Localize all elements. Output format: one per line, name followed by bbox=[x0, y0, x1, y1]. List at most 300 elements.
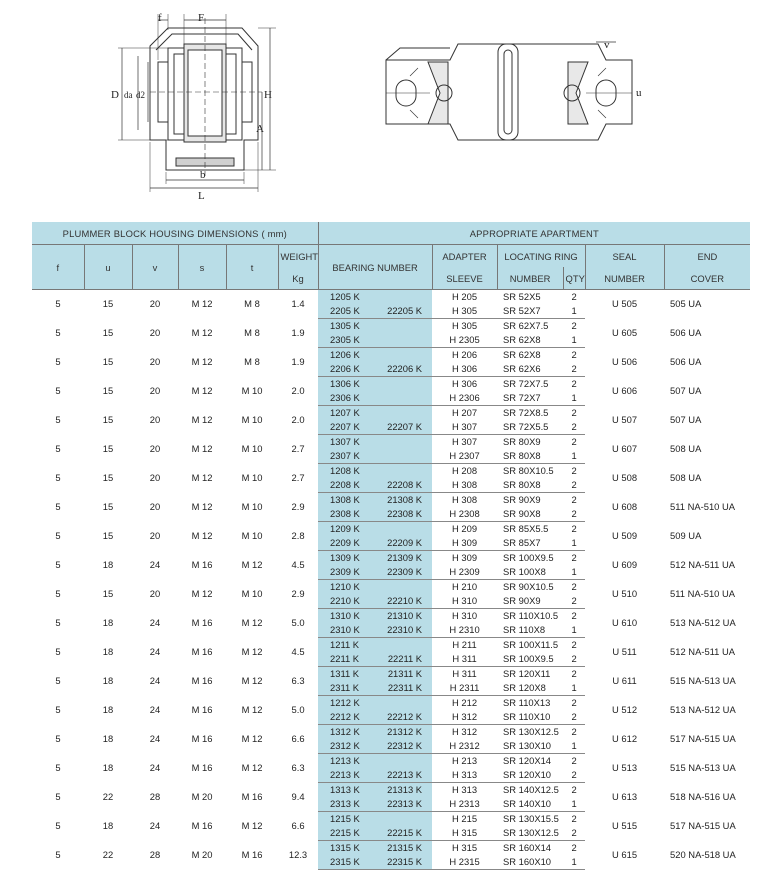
cell-t: M 10 bbox=[241, 385, 263, 396]
cell-f: 5 bbox=[55, 820, 61, 831]
cell-bearing-1: 1206 K bbox=[318, 348, 375, 363]
cell-s: M 20 bbox=[191, 791, 213, 802]
cell-adapter-1: H 212 bbox=[452, 697, 478, 708]
cell-bearing-1: 1307 K bbox=[318, 435, 375, 450]
cell-bearing-2: 2215 K bbox=[318, 826, 375, 841]
cell-t: M 12 bbox=[241, 762, 263, 773]
cell-bearing-1: 1208 K bbox=[318, 464, 375, 479]
cell-v: 20 bbox=[149, 443, 161, 454]
cell-v: 20 bbox=[149, 414, 161, 425]
cell-v: 24 bbox=[149, 704, 161, 715]
housing-drawings bbox=[0, 0, 778, 222]
table-row bbox=[32, 522, 750, 537]
cell-qty-2: 2 bbox=[563, 768, 585, 783]
cell-bearing-3 bbox=[375, 435, 432, 450]
cell-cover: 513 NA-512 UA bbox=[670, 704, 736, 715]
cell-bearing-4: 22205 K bbox=[375, 304, 432, 319]
cell-u: 15 bbox=[102, 385, 114, 396]
cell-adapter-2: H 309 bbox=[432, 536, 497, 551]
cell-s: M 16 bbox=[191, 617, 213, 628]
cell-f: 5 bbox=[55, 675, 61, 686]
cell-adapter-1: H 206 bbox=[452, 349, 478, 360]
cell-u: 22 bbox=[102, 791, 114, 802]
col-header-seal: SEAL bbox=[585, 245, 664, 268]
cell-cover: 506 UA bbox=[670, 327, 702, 338]
cell-bearing-3 bbox=[375, 348, 432, 363]
cell-t: M 8 bbox=[244, 298, 260, 310]
cell-u: 18 bbox=[102, 646, 114, 657]
cell-adapter-1: H 207 bbox=[452, 407, 478, 418]
cell-adapter-1: H 211 bbox=[452, 639, 477, 650]
cell-bearing-3: 21309 K bbox=[375, 551, 432, 566]
cell-bearing-4: 22211 K bbox=[375, 652, 432, 667]
cell-bearing-3 bbox=[375, 290, 432, 305]
cell-bearing-1: 1212 K bbox=[318, 696, 375, 711]
cell-s: M 16 bbox=[191, 559, 213, 570]
cell-cover: 506 UA bbox=[670, 356, 702, 367]
cell-ring-1: SR 110X13 bbox=[503, 697, 551, 708]
cell-seal: U 606 bbox=[612, 385, 638, 396]
cell-bearing-4: 22215 K bbox=[375, 826, 432, 841]
col-header-bearing: BEARING NUMBER bbox=[318, 245, 432, 290]
cell-bearing-2: 2213 K bbox=[318, 768, 375, 783]
cell-cover: 508 UA bbox=[670, 472, 702, 483]
cell-ring-2: SR 90X9 bbox=[497, 594, 563, 609]
cell-bearing-1: 1209 K bbox=[318, 522, 375, 537]
cell-seal: U 605 bbox=[612, 327, 638, 338]
cell-qty-1: 2 bbox=[571, 378, 577, 389]
cell-qty-2: 1 bbox=[563, 304, 585, 319]
cell-adapter-2: H 305 bbox=[432, 304, 497, 319]
cell-adapter-1: H 213 bbox=[452, 755, 478, 766]
cell-t: M 10 bbox=[241, 443, 263, 454]
cell-bearing-3: 21308 K bbox=[375, 493, 432, 508]
cell-bearing-2: 2206 K bbox=[318, 362, 375, 377]
cell-s: M 12 bbox=[191, 356, 213, 367]
cell-v: 24 bbox=[149, 675, 161, 686]
cell-u: 18 bbox=[102, 617, 114, 628]
cell-bearing-2: 2313 K bbox=[318, 797, 375, 812]
cell-qty-1: 2 bbox=[571, 726, 577, 737]
cell-weight: 2.9 bbox=[291, 501, 305, 512]
top-plan-view bbox=[386, 42, 632, 140]
cell-bearing-3 bbox=[375, 754, 432, 769]
cell-bearing-4: 22206 K bbox=[375, 362, 432, 377]
col-header-locating-ring: LOCATING RING bbox=[497, 245, 585, 268]
cell-qty-2: 2 bbox=[563, 710, 585, 725]
cell-adapter-1: H 310 bbox=[452, 610, 478, 621]
cell-bearing-4: 22309 K bbox=[375, 565, 432, 580]
cell-qty-2: 1 bbox=[563, 739, 585, 754]
cell-ring-2: SR 140X10 bbox=[497, 797, 563, 812]
cell-bearing-1: 1207 K bbox=[318, 406, 375, 421]
cell-v: 28 bbox=[149, 849, 161, 860]
cell-cover: 508 UA bbox=[670, 443, 702, 454]
cell-s: M 16 bbox=[191, 704, 213, 715]
col-header-adapter: ADAPTER bbox=[432, 245, 497, 268]
cell-f: 5 bbox=[55, 733, 61, 744]
cell-bearing-2: 2307 K bbox=[318, 449, 375, 464]
cell-weight: 4.5 bbox=[291, 559, 305, 570]
cell-qty-1: 2 bbox=[571, 465, 577, 476]
group-header-row bbox=[32, 222, 750, 245]
cell-u: 15 bbox=[102, 298, 114, 310]
cell-cover: 513 NA-512 UA bbox=[670, 617, 736, 628]
cell-adapter-1: H 315 bbox=[452, 842, 478, 853]
cell-bearing-4: 22212 K bbox=[375, 710, 432, 725]
cell-ring-1: SR 72X8.5 bbox=[503, 407, 549, 418]
cell-f: 5 bbox=[55, 704, 61, 715]
cell-qty-2: 1 bbox=[563, 536, 585, 551]
cell-t: M 12 bbox=[241, 820, 263, 831]
cell-t: M 16 bbox=[241, 849, 263, 860]
cell-qty-1: 2 bbox=[571, 784, 577, 795]
table-row bbox=[32, 725, 750, 740]
col-header-ring-qty: QTY bbox=[563, 267, 585, 290]
label-b: b bbox=[200, 169, 206, 181]
cell-ring-1: SR 90X10.5 bbox=[503, 581, 554, 592]
col-header-weight-unit: Kg bbox=[278, 267, 318, 290]
cell-f: 5 bbox=[55, 385, 61, 396]
cell-cover: 520 NA-518 UA bbox=[670, 849, 736, 860]
table-row bbox=[32, 696, 750, 711]
cell-ring-1: SR 80X10.5 bbox=[503, 465, 554, 476]
cell-weight: 2.7 bbox=[291, 472, 305, 483]
cell-adapter-1: H 307 bbox=[452, 436, 478, 447]
cell-bearing-4 bbox=[375, 449, 432, 464]
cell-weight: 4.5 bbox=[291, 646, 305, 657]
cell-bearing-1: 1306 K bbox=[318, 377, 375, 392]
cell-qty-1: 2 bbox=[571, 523, 577, 534]
cell-bearing-2: 2208 K bbox=[318, 478, 375, 493]
cell-bearing-4: 22313 K bbox=[375, 797, 432, 812]
cell-qty-2: 2 bbox=[563, 652, 585, 667]
cell-adapter-1: H 313 bbox=[452, 784, 478, 795]
cell-v: 20 bbox=[149, 298, 161, 310]
cell-ring-2: SR 80X8 bbox=[497, 478, 563, 493]
cell-cover: 512 NA-511 UA bbox=[670, 646, 736, 657]
cell-f: 5 bbox=[55, 443, 61, 454]
cell-qty-1: 2 bbox=[571, 494, 577, 505]
cell-ring-1: SR 85X5.5 bbox=[503, 523, 549, 534]
cell-bearing-3 bbox=[375, 406, 432, 421]
cell-seal: U 607 bbox=[612, 443, 638, 454]
cell-seal: U 513 bbox=[612, 762, 638, 773]
cell-u: 22 bbox=[102, 849, 114, 860]
cell-s: M 16 bbox=[191, 733, 213, 744]
cell-bearing-2: 2309 K bbox=[318, 565, 375, 580]
cell-adapter-1: H 210 bbox=[452, 581, 478, 592]
cell-weight: 6.6 bbox=[291, 820, 305, 831]
cell-adapter-1: H 305 bbox=[452, 320, 478, 331]
cell-qty-1: 2 bbox=[571, 668, 577, 679]
cell-adapter-1: H 306 bbox=[452, 378, 478, 389]
cell-ring-2: SR 85X7 bbox=[497, 536, 563, 551]
table-row bbox=[32, 464, 750, 479]
cell-u: 15 bbox=[102, 356, 114, 367]
col-header-v: v bbox=[132, 245, 178, 290]
cell-bearing-3 bbox=[375, 580, 432, 595]
cell-weight: 2.0 bbox=[291, 385, 305, 396]
cell-ring-2: SR 110X8 bbox=[497, 623, 563, 638]
label-L: L bbox=[198, 190, 205, 202]
cell-u: 18 bbox=[102, 704, 114, 715]
cell-adapter-1: H 215 bbox=[452, 813, 478, 824]
cell-u: 18 bbox=[102, 733, 114, 744]
cell-adapter-2: H 2309 bbox=[432, 565, 497, 580]
cell-ring-2: SR 62X8 bbox=[497, 333, 563, 348]
cell-seal: U 506 bbox=[612, 356, 638, 367]
cell-ring-1: SR 72X7.5 bbox=[503, 378, 549, 389]
cell-bearing-2: 2315 K bbox=[318, 855, 375, 870]
cell-u: 15 bbox=[102, 588, 114, 599]
cell-adapter-1: H 308 bbox=[452, 494, 478, 505]
cell-qty-2: 2 bbox=[563, 507, 585, 522]
table-row bbox=[32, 667, 750, 682]
cell-qty-1: 2 bbox=[571, 320, 577, 331]
cell-qty-2: 1 bbox=[563, 391, 585, 406]
cell-u: 15 bbox=[102, 414, 114, 425]
cell-bearing-3 bbox=[375, 696, 432, 711]
cell-bearing-3 bbox=[375, 522, 432, 537]
cell-ring-1: SR 100X9.5 bbox=[503, 552, 554, 563]
cell-v: 20 bbox=[149, 588, 161, 599]
cell-bearing-4 bbox=[375, 333, 432, 348]
cell-ring-1: SR 120X14 bbox=[503, 755, 551, 766]
table-row bbox=[32, 348, 750, 363]
cell-qty-1: 2 bbox=[571, 755, 577, 766]
cell-qty-1: 2 bbox=[571, 610, 577, 621]
cell-bearing-1: 1205 K bbox=[318, 290, 375, 305]
table-row bbox=[32, 435, 750, 450]
cell-u: 18 bbox=[102, 559, 114, 570]
cell-qty-1: 2 bbox=[571, 291, 577, 302]
cell-bearing-4: 22312 K bbox=[375, 739, 432, 754]
cell-v: 20 bbox=[149, 327, 161, 338]
cell-weight: 2.7 bbox=[291, 443, 305, 454]
cell-cover: 517 NA-515 UA bbox=[670, 820, 736, 831]
cell-bearing-4: 22208 K bbox=[375, 478, 432, 493]
cell-t: M 8 bbox=[244, 327, 260, 338]
cell-adapter-2: H 310 bbox=[432, 594, 497, 609]
cell-f: 5 bbox=[55, 617, 61, 628]
cell-u: 18 bbox=[102, 820, 114, 831]
cell-weight: 5.0 bbox=[291, 704, 305, 715]
label-F: F bbox=[198, 12, 205, 24]
cell-bearing-1: 1311 K bbox=[318, 667, 375, 682]
cell-ring-1: SR 120X11 bbox=[503, 668, 551, 679]
cell-weight: 1.9 bbox=[291, 327, 305, 338]
cell-weight: 5.0 bbox=[291, 617, 305, 628]
cell-seal: U 611 bbox=[612, 675, 637, 686]
cell-bearing-3 bbox=[375, 319, 432, 334]
cell-adapter-1: H 309 bbox=[452, 552, 478, 563]
cell-bearing-2: 2209 K bbox=[318, 536, 375, 551]
cell-qty-1: 2 bbox=[571, 349, 577, 360]
cell-ring-1: SR 110X10.5 bbox=[503, 610, 559, 621]
cell-qty-1: 2 bbox=[571, 813, 577, 824]
cell-adapter-2: H 2307 bbox=[432, 449, 497, 464]
cell-adapter-2: H 2311 bbox=[432, 681, 497, 696]
table-row bbox=[32, 377, 750, 392]
cell-f: 5 bbox=[55, 298, 61, 310]
cell-seal: U 507 bbox=[612, 414, 638, 425]
cell-qty-2: 2 bbox=[563, 362, 585, 377]
appropriate-apartment-header: APPROPRIATE APARTMENT bbox=[318, 222, 750, 245]
cell-s: M 12 bbox=[191, 443, 213, 454]
cell-t: M 12 bbox=[241, 675, 263, 686]
cell-weight: 6.6 bbox=[291, 733, 305, 744]
cell-f: 5 bbox=[55, 501, 61, 512]
cell-cover: 517 NA-515 UA bbox=[670, 733, 736, 744]
col-header-t: t bbox=[226, 245, 278, 290]
cell-ring-2: SR 130X10 bbox=[497, 739, 563, 754]
cell-weight: 2.9 bbox=[291, 588, 305, 599]
cell-bearing-2: 2212 K bbox=[318, 710, 375, 725]
cell-bearing-2: 2207 K bbox=[318, 420, 375, 435]
cell-ring-2: SR 62X6 bbox=[497, 362, 563, 377]
cell-weight: 2.0 bbox=[291, 414, 305, 425]
cell-v: 20 bbox=[149, 501, 161, 512]
cell-bearing-1: 1309 K bbox=[318, 551, 375, 566]
cell-s: M 12 bbox=[191, 385, 213, 396]
col-header-seal-number: NUMBER bbox=[585, 267, 664, 290]
cell-adapter-1: H 208 bbox=[452, 465, 478, 476]
cell-bearing-2: 2306 K bbox=[318, 391, 375, 406]
cell-cover: 512 NA-511 UA bbox=[670, 559, 736, 570]
cell-ring-1: SR 62X7.5 bbox=[503, 320, 549, 331]
column-header-row bbox=[32, 245, 750, 268]
label-f: f bbox=[158, 12, 162, 24]
cell-bearing-3: 21313 K bbox=[375, 783, 432, 798]
label-da: da bbox=[124, 90, 133, 100]
cell-weight: 1.9 bbox=[291, 356, 305, 367]
table-row bbox=[32, 812, 750, 827]
table-row bbox=[32, 609, 750, 624]
col-header-weight: WEIGHT bbox=[278, 245, 318, 268]
table-row bbox=[32, 551, 750, 566]
cell-qty-2: 2 bbox=[563, 826, 585, 841]
cell-seal: U 612 bbox=[612, 733, 638, 744]
cell-ring-1: SR 80X9 bbox=[503, 436, 541, 447]
cell-ring-2: SR 80X8 bbox=[497, 449, 563, 464]
cell-t: M 12 bbox=[241, 646, 263, 657]
cell-weight: 2.8 bbox=[291, 530, 305, 541]
spec-table bbox=[32, 222, 750, 870]
col-header-u: u bbox=[84, 245, 132, 290]
cell-seal: U 515 bbox=[612, 820, 638, 831]
cell-bearing-1: 1312 K bbox=[318, 725, 375, 740]
cell-seal: U 508 bbox=[612, 472, 638, 483]
col-header-end: END bbox=[664, 245, 750, 268]
cell-ring-1: SR 100X11.5 bbox=[503, 639, 559, 650]
cell-qty-1: 2 bbox=[571, 581, 577, 592]
cell-s: M 12 bbox=[191, 588, 213, 599]
cell-adapter-1: H 205 bbox=[452, 291, 478, 302]
cell-v: 24 bbox=[149, 617, 161, 628]
cell-bearing-4: 22210 K bbox=[375, 594, 432, 609]
cell-adapter-2: H 306 bbox=[432, 362, 497, 377]
cell-seal: U 510 bbox=[612, 588, 638, 599]
cell-f: 5 bbox=[55, 530, 61, 541]
cell-s: M 16 bbox=[191, 820, 213, 831]
cell-seal: U 608 bbox=[612, 501, 638, 512]
cell-bearing-1: 1305 K bbox=[318, 319, 375, 334]
cell-bearing-2: 2308 K bbox=[318, 507, 375, 522]
cell-bearing-4: 22315 K bbox=[375, 855, 432, 870]
cell-t: M 10 bbox=[241, 472, 263, 483]
cell-v: 20 bbox=[149, 472, 161, 483]
cell-u: 15 bbox=[102, 327, 114, 338]
cell-f: 5 bbox=[55, 646, 61, 657]
table-row bbox=[32, 841, 750, 856]
cell-seal: U 613 bbox=[612, 791, 638, 802]
cell-adapter-2: H 2315 bbox=[432, 855, 497, 870]
label-H: H bbox=[264, 89, 272, 101]
col-header-ring-number: NUMBER bbox=[497, 267, 563, 290]
cell-qty-1: 2 bbox=[571, 697, 577, 708]
cell-seal: U 610 bbox=[612, 617, 638, 628]
cell-v: 20 bbox=[149, 385, 161, 396]
cell-bearing-4: 22209 K bbox=[375, 536, 432, 551]
cell-bearing-1: 1308 K bbox=[318, 493, 375, 508]
cell-adapter-1: H 312 bbox=[452, 726, 478, 737]
label-D: D bbox=[111, 89, 119, 101]
cell-bearing-2: 2305 K bbox=[318, 333, 375, 348]
cell-bearing-3: 21311 K bbox=[375, 667, 432, 682]
cell-adapter-2: H 2308 bbox=[432, 507, 497, 522]
cell-t: M 12 bbox=[241, 559, 263, 570]
cell-v: 24 bbox=[149, 820, 161, 831]
cell-qty-1: 2 bbox=[571, 407, 577, 418]
cell-bearing-1: 1213 K bbox=[318, 754, 375, 769]
cell-u: 15 bbox=[102, 501, 114, 512]
cell-bearing-1: 1211 K bbox=[318, 638, 375, 653]
cell-s: M 12 bbox=[191, 472, 213, 483]
cell-qty-2: 2 bbox=[563, 478, 585, 493]
cell-s: M 12 bbox=[191, 298, 213, 310]
cell-cover: 507 UA bbox=[670, 385, 702, 396]
label-d2: d2 bbox=[136, 90, 145, 100]
table-row bbox=[32, 783, 750, 798]
cell-t: M 10 bbox=[241, 530, 263, 541]
cell-cover: 509 UA bbox=[670, 530, 702, 541]
cell-s: M 12 bbox=[191, 327, 213, 338]
cell-adapter-2: H 315 bbox=[432, 826, 497, 841]
cell-ring-1: SR 90X9 bbox=[503, 494, 541, 505]
cell-bearing-1: 1313 K bbox=[318, 783, 375, 798]
cell-adapter-2: H 312 bbox=[432, 710, 497, 725]
cell-t: M 10 bbox=[241, 414, 263, 425]
cell-bearing-3: 21312 K bbox=[375, 725, 432, 740]
cell-ring-2: SR 110X10 bbox=[497, 710, 563, 725]
cell-f: 5 bbox=[55, 791, 61, 802]
label-A: A bbox=[256, 123, 264, 135]
cell-v: 24 bbox=[149, 762, 161, 773]
cell-bearing-2: 2210 K bbox=[318, 594, 375, 609]
cell-seal: U 615 bbox=[612, 849, 638, 860]
cell-bearing-4: 22311 K bbox=[375, 681, 432, 696]
cell-t: M 12 bbox=[241, 733, 263, 744]
cell-bearing-4 bbox=[375, 391, 432, 406]
cell-ring-1: SR 130X12.5 bbox=[503, 726, 559, 737]
cell-t: M 8 bbox=[244, 356, 260, 367]
cell-adapter-2: H 313 bbox=[432, 768, 497, 783]
table-row bbox=[32, 319, 750, 334]
cell-bearing-4: 22207 K bbox=[375, 420, 432, 435]
cell-seal: U 512 bbox=[612, 704, 638, 715]
cell-v: 24 bbox=[149, 646, 161, 657]
